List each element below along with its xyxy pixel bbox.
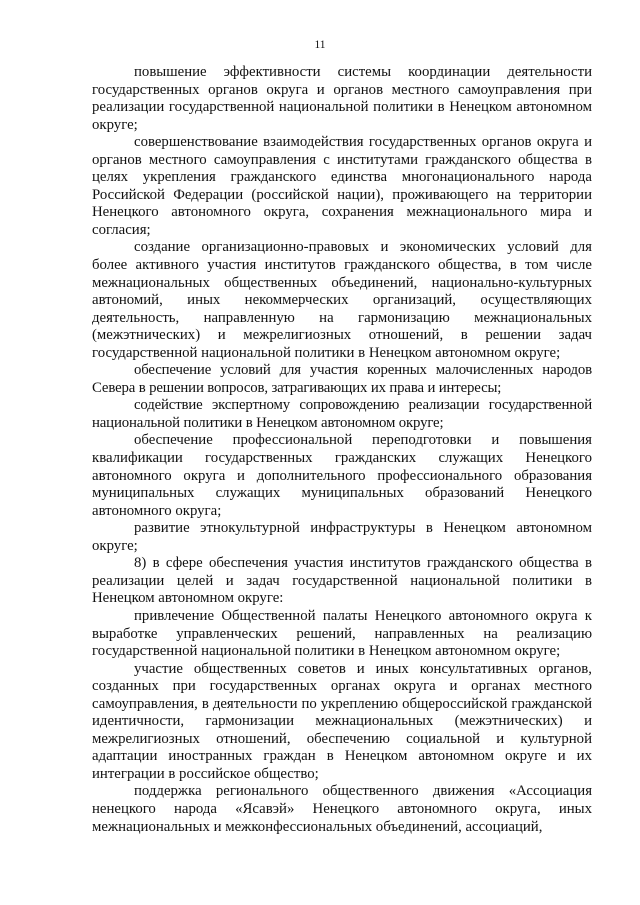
paragraph-organizational-conditions: создание организационно-правовых и экономических условий для более активного участия институтов гражданского общества, в том числе межнациональных общественных объединений, национально-культурных автономий, иных некоммерческих организаций, осуществляющих деятельность, направленную на гармонизацию межнациональных (межэтнических) и межрелигиозных отношений, в решении задач государственной национальной политики в Ненецком автономном округе; <box>92 239 592 361</box>
paragraph-civil-society-interaction: совершенствование взаимодействия государственных органов округа и органов местного самоуправления с институтами гражданского общества в целях укрепления гражданского единства многонационального народа Российской Федерации (российской нации), проживающего на территории Ненецкого автономного округа, сохранения межнационального мира и согласия; <box>92 134 592 238</box>
page-number: 11 <box>314 39 326 51</box>
paragraph-public-councils: участие общественных советов и иных консультативных органов, созданных при государственных органах округа и органах местного самоуправления, в деятельности по укреплению общероссийской гражданской идентичности, гармонизации межнациональных (межэтнических) и межрелигиозных отношений, обеспечению социальной и культурной адаптации иностранных граждан в Ненецком автономном округе и их интеграции в российское общество; <box>92 660 592 782</box>
paragraph-yasavey-support: поддержка регионального общественного движения «Ассоциация ненецкого народа «Ясавэй» Ненецкого автономного округа, иных межнациональных и межконфессиональных объединений, ассоциаций, <box>92 783 592 835</box>
paragraph-section-8-heading: 8) в сфере обеспечения участия институтов гражданского общества в реализации целей и задач государственной национальной политики в Ненецком автономном округе: <box>92 555 592 607</box>
paragraph-public-chamber: привлечение Общественной палаты Ненецкого автономного округа к выработке управленческих решений, направленных на реализацию государственной национальной политики в Ненецком автономном округе; <box>92 607 592 660</box>
paragraph-ethnocultural-infrastructure: развитие этнокультурной инфраструктуры в Ненецком автономном округе; <box>92 520 592 554</box>
document-body <box>92 64 592 836</box>
paragraph-expert-support: содействие экспертному сопровождению реализации государственной национальной политики в Ненецком автономном округе; <box>92 397 592 431</box>
paragraph-indigenous-participation: обеспечение условий для участия коренных малочисленных народов Севера в решении вопросов, затрагивающих их права и интересы; <box>92 362 592 396</box>
paragraph-coordination: повышение эффективности системы координации деятельности государственных органов округа и органов местного самоуправления при реализации государственной национальной политики в Ненецком автономном округе; <box>92 64 592 133</box>
paragraph-professional-training: обеспечение профессиональной переподготовки и повышения квалификации государственных гражданских служащих Ненецкого автономного округа и дополнительного профессионального образования муниципальных служащих муниципальных образований Ненецкого автономного округа; <box>92 432 592 519</box>
